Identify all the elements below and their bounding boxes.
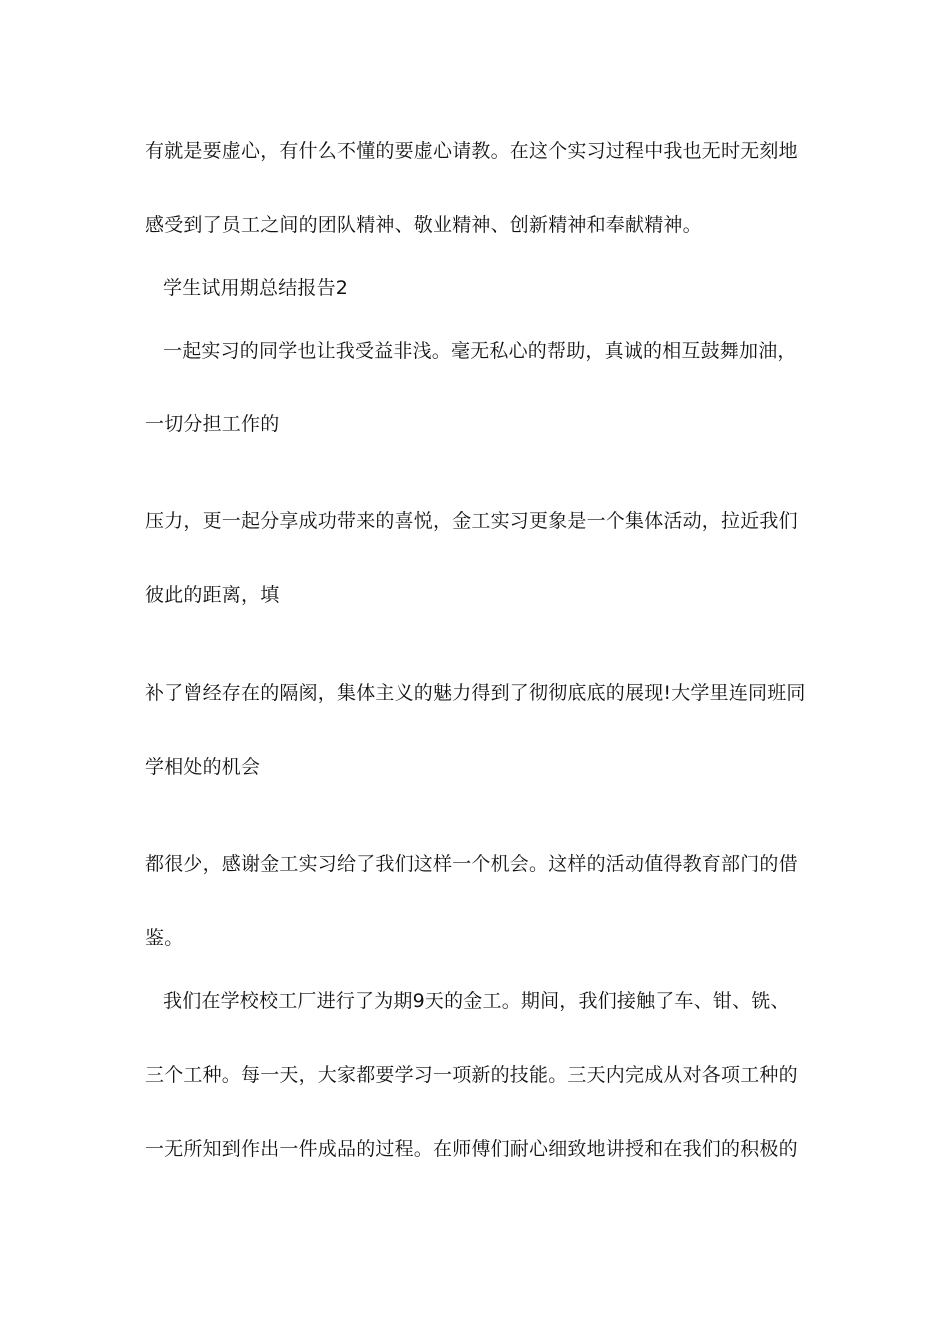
paragraph-line: 感受到了员工之间的团队精神、敬业精神、创新精神和奉献精神。	[145, 214, 702, 236]
paragraph-line: 有就是要虚心，有什么不懂的要虚心请教。在这个实习过程中我也无时无刻地	[145, 140, 798, 162]
paragraph-line: 鉴。	[145, 927, 184, 949]
paragraph-line: 压力，更一起分享成功带来的喜悦，金工实习更象是一个集体活动，拉近我们	[145, 510, 798, 532]
section-heading: 学生试用期总结报告2	[163, 277, 349, 299]
paragraph-line: 三个工种。每一天，大家都要学习一项新的技能。三天内完成从对各项工种的	[145, 1064, 798, 1086]
paragraph-line: 补了曾经存在的隔阂，集体主义的魅力得到了彻彻底底的展现!大学里连同班同	[145, 682, 806, 704]
paragraph-line: 我们在学校校工厂进行了为期9天的金工。期间，我们接触了车、钳、铣、	[163, 990, 790, 1012]
paragraph-line: 一起实习的同学也让我受益非浅。毫无私心的帮助，真诚的相互鼓舞加油，	[163, 340, 797, 362]
paragraph-line: 都很少，感谢金工实习给了我们这样一个机会。这样的活动值得教育部门的借	[145, 853, 798, 875]
paragraph-line: 学相处的机会	[145, 756, 261, 778]
paragraph-line: 一无所知到作出一件成品的过程。在师傅们耐心细致地讲授和在我们的积极的	[145, 1138, 798, 1160]
paragraph-line: 彼此的距离，填	[145, 584, 280, 606]
paragraph-line: 一切分担工作的	[145, 413, 280, 435]
